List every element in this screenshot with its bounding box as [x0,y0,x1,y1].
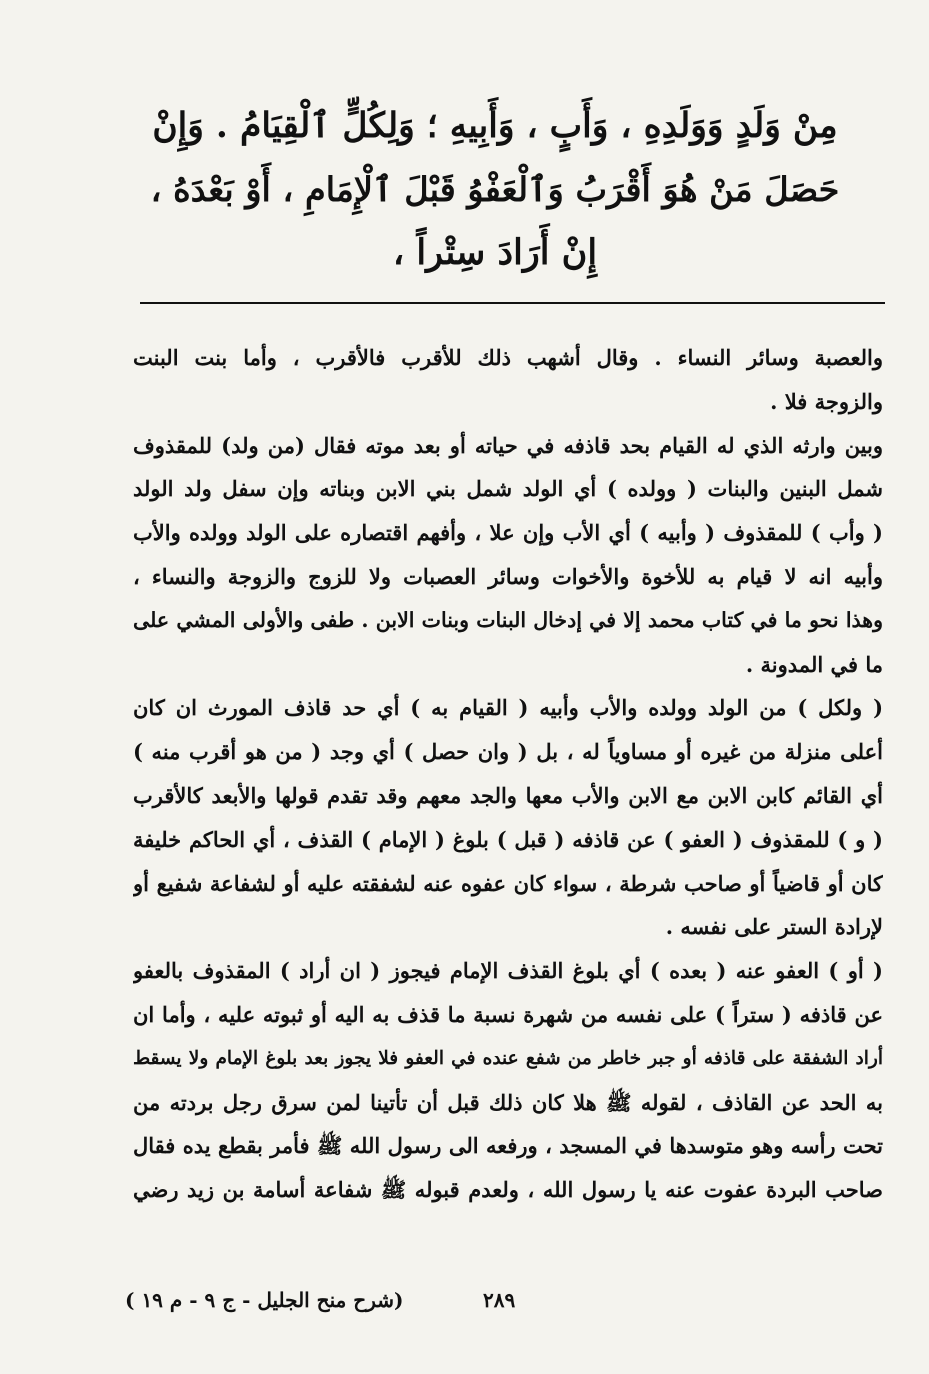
commentary-line: ( وأب ) للمقذوف ( وأبيه ) أي الأب وإن علا ، وأفهم اقتصاره على الولد وولده والأب [133,520,883,546]
commentary-line: والعصبة وسائر النساء . وقال أشهب ذلك للأقرب فالأقرب ، وأما بنت البنت [133,345,883,370]
commentary-line: وهذا نحو ما في كتاب محمد إلا في إدخال البنات وبنات الابن . طفى والأولى المشي على [133,607,883,632]
commentary-line: تحت رأسه وهو متوسدها في المسجد ، ورفعه الى رسول الله ﷺ فأمر بقطع يده فقال [133,1133,883,1159]
commentary-line: عن قاذفه ( ستراً ) على نفسه من شهرة نسبة ما قذف به اليه أو ثبوته عليه ، وأما ان [133,1001,883,1027]
matn-line: مِنْ وَلَدٍ وَوَلَدِهِ ، وَأَبٍ ، وَأَبِيهِ ؛ وَلِكُلٍّ ٱلْقِيَامُ . وَإِنْ [152,106,838,146]
commentary-line: لإرادة الستر على نفسه . [665,914,883,940]
page-number: ٢٨٩ [483,1288,516,1312]
commentary-line: صاحب البردة عفوت عنه يا رسول الله ، ولعدم قبوله ﷺ شفاعة أسامة بن زيد رضي [133,1177,883,1203]
matn-line: إِنْ أَرَادَ سِتْراً ، [392,232,598,273]
commentary-line: والزوجة فلا . [770,388,883,414]
commentary-line: شمل البنين والبنات ( وولده ) أي الولد شمل بني الابن وبناته وإن سفل ولد الولد [133,476,883,502]
commentary-line: وبين وارثه الذي له القيام بحد قاذفه في حياته أو بعد موته فقال (من ولد) للمقذوف [133,432,883,458]
commentary-line: ( أو ) العفو عنه ( بعده ) أي بلوغ القذف الإمام فيجوز ( ان أراد ) المقذوف بالعفو [133,958,883,984]
commentary-line: به الحد عن القاذف ، لقوله ﷺ هلا كان ذلك قبل أن تأتينا لمن سرق رجل بردته من [133,1089,883,1115]
matn-line: حَصَلَ مَنْ هُوَ أَقْرَبُ وَٱلْعَفْوُ قَبْلَ ٱلْإِمَامِ ، أَوْ بَعْدَهُ ، [150,170,840,209]
commentary-line: ( ولكل ) من الولد وولده والأب وأبيه ( القيام به ) أي حد قاذف المورث ان كان [133,695,883,721]
commentary-line: وأبيه انه لا قيام به للأخوة والأخوات وسائر العصبات ولا للزوج والزوجة والنساء ، [133,563,883,589]
separator-rule [140,302,885,304]
commentary-line: أي القائم كابن الابن مع الابن والأب معها والجد معهم وقد تقدم قولها والأبعد كالأقرب [133,782,883,808]
page-footer [125,1288,565,1324]
commentary-line: ( و ) للمقذوف ( العفو ) عن قاذفه ( قبل ) بلوغ ( الإمام ) القذف ، أي الحاكم خليفة [133,826,883,852]
commentary-line: أعلى منزلة من غيره أو مساوياً له ، بل ( وان حصل ) أي وجد ( من هو أقرب منه ) [133,739,883,765]
matn-text [150,95,840,284]
commentary-line: كان أو قاضياً أو صاحب شرطة ، سواء كان عفوه عنه لشفقته عليه أو لشفاعة شفيع أو [133,870,883,896]
commentary-text [133,336,883,1212]
commentary-line: أراد الشفقة على قاذفه أو جبر خاطر من شفع عنده في العفو فلا يجوز بعد بلوغ الإمام ولا يسقط [133,1047,883,1069]
source-note: (شرح منح الجليل - ج ٩ - م ١٩ ) [125,1288,404,1312]
commentary-line: ما في المدونة . [745,651,883,677]
